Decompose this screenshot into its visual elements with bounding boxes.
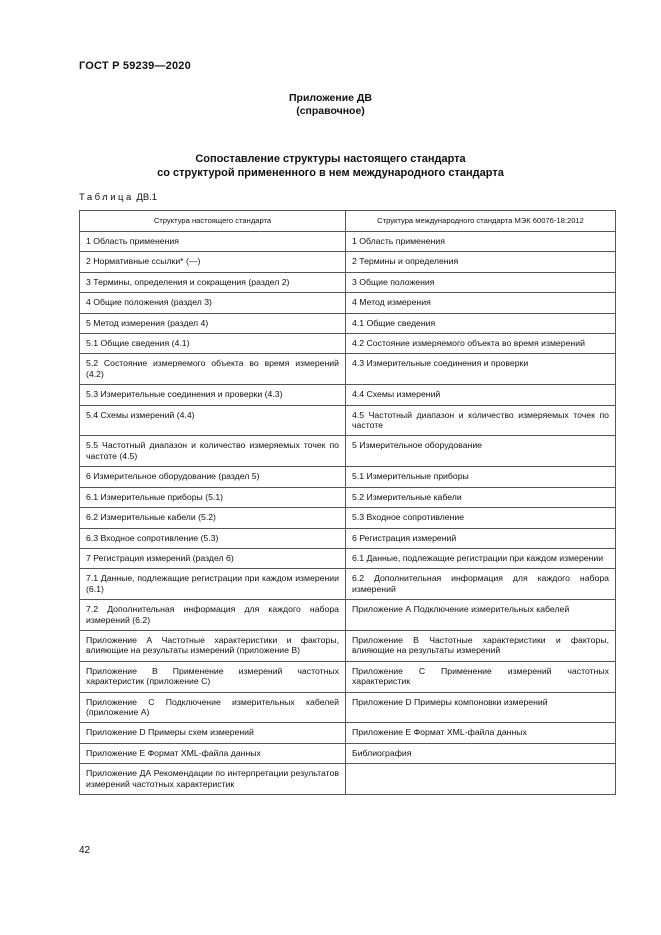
document-title-line-1: Сопоставление структуры настоящего стандарта xyxy=(195,153,466,165)
cell-international-standard: 4.2 Состояние измеряемого объекта во время измерений xyxy=(346,334,616,354)
cell-this-standard: 7.2 Дополнительная информация для каждого набора измерений (6.2) xyxy=(80,600,346,631)
cell-international-standard: Приложение С Применение измерений частотных характеристик xyxy=(346,661,616,692)
cell-this-standard: 5.4 Схемы измерений (4.4) xyxy=(80,405,346,436)
appendix-heading xyxy=(0,92,661,118)
cell-this-standard: 5 Метод измерения (раздел 4) xyxy=(80,313,346,333)
document-title xyxy=(0,153,661,180)
appendix-title: Приложение ДВ xyxy=(289,92,372,104)
cell-international-standard: 4 Метод измерения xyxy=(346,293,616,313)
table-row xyxy=(80,436,616,467)
table-row xyxy=(80,508,616,528)
cell-international-standard: 5.3 Входное сопротивление xyxy=(346,508,616,528)
cell-this-standard: Приложение В Применение измерений частотных характеристик (приложение С) xyxy=(80,661,346,692)
table-row xyxy=(80,569,616,600)
cell-international-standard: 4.1 Общие сведения xyxy=(346,313,616,333)
table-caption-word: Таблица xyxy=(79,192,134,203)
cell-this-standard: Приложение D Примеры схем измерений xyxy=(80,723,346,743)
table-row xyxy=(80,232,616,252)
cell-this-standard: Приложение Е Формат XML-файла данных xyxy=(80,743,346,763)
table-row xyxy=(80,630,616,661)
cell-this-standard: 5.3 Измерительные соединения и проверки (4.3) xyxy=(80,385,346,405)
table-row xyxy=(80,723,616,743)
column-header-international-standard: Структура международного стандарта МЭК 60076-18:2012 xyxy=(346,211,616,232)
table-row xyxy=(80,354,616,385)
cell-this-standard: 6 Измерительное оборудование (раздел 5) xyxy=(80,467,346,487)
table-row xyxy=(80,661,616,692)
cell-international-standard: 4.5 Частотный диапазон и количество измеряемых точек по частоте xyxy=(346,405,616,436)
table-caption xyxy=(79,192,157,203)
cell-international-standard: Приложение D Примеры компоновки измерений xyxy=(346,692,616,723)
cell-this-standard: 4 Общие положения (раздел 3) xyxy=(80,293,346,313)
cell-this-standard: 5.2 Состояние измеряемого объекта во время измерений (4.2) xyxy=(80,354,346,385)
cell-this-standard: Приложение А Частотные характеристики и факторы, влияющие на результаты измерений (приложение В) xyxy=(80,630,346,661)
cell-international-standard: 3 Общие положения xyxy=(346,272,616,292)
comparison-table xyxy=(79,210,616,795)
page-number: 42 xyxy=(79,845,91,856)
table-row xyxy=(80,692,616,723)
table-row xyxy=(80,385,616,405)
cell-this-standard: 6.2 Измерительные кабели (5.2) xyxy=(80,508,346,528)
table-header-row xyxy=(80,211,616,232)
table-row xyxy=(80,334,616,354)
table-row xyxy=(80,528,616,548)
cell-international-standard: 4.4 Схемы измерений xyxy=(346,385,616,405)
cell-international-standard: 5.1 Измерительные приборы xyxy=(346,467,616,487)
table-caption-number: ДВ.1 xyxy=(136,192,158,203)
cell-this-standard: 3 Термины, определения и сокращения (раздел 2) xyxy=(80,272,346,292)
cell-this-standard: 5.5 Частотный диапазон и количество измеряемых точек по частоте (4.5) xyxy=(80,436,346,467)
cell-this-standard: 7.1 Данные, подлежащие регистрации при каждом измерении (6.1) xyxy=(80,569,346,600)
table-row xyxy=(80,764,616,795)
table-row xyxy=(80,272,616,292)
cell-this-standard: Приложение ДА Рекомендации по интерпретации результатов измерений частотных характеристик xyxy=(80,764,346,795)
cell-international-standard: 1 Область применения xyxy=(346,232,616,252)
cell-this-standard: 5.1 Общие сведения (4.1) xyxy=(80,334,346,354)
cell-international-standard: 2 Термины и определения xyxy=(346,252,616,272)
cell-this-standard: 2 Нормативные ссылки* (—) xyxy=(80,252,346,272)
cell-international-standard: 6.2 Дополнительная информация для каждого набора измерений xyxy=(346,569,616,600)
table-row xyxy=(80,405,616,436)
cell-international-standard: Приложение В Частотные характеристики и факторы, влияющие на результаты измерений xyxy=(346,630,616,661)
table-row xyxy=(80,467,616,487)
cell-international-standard: 5.2 Измерительные кабели xyxy=(346,487,616,507)
cell-international-standard: Приложение А Подключение измерительных кабелей xyxy=(346,600,616,631)
table-row xyxy=(80,252,616,272)
table-row xyxy=(80,313,616,333)
cell-international-standard: 6.1 Данные, подлежащие регистрации при каждом измерении xyxy=(346,548,616,568)
table-row xyxy=(80,743,616,763)
cell-this-standard: Приложение С Подключение измерительных кабелей (приложение А) xyxy=(80,692,346,723)
cell-this-standard: 1 Область применения xyxy=(80,232,346,252)
table-row xyxy=(80,293,616,313)
table-row xyxy=(80,487,616,507)
cell-international-standard: 6 Регистрация измерений xyxy=(346,528,616,548)
page-header-standard-id: ГОСТ Р 59239—2020 xyxy=(79,60,191,72)
cell-international-standard: 5 Измерительное оборудование xyxy=(346,436,616,467)
cell-this-standard: 7 Регистрация измерений (раздел 6) xyxy=(80,548,346,568)
cell-international-standard xyxy=(346,764,616,795)
table-body xyxy=(80,232,616,795)
cell-international-standard: Библиография xyxy=(346,743,616,763)
table-row xyxy=(80,600,616,631)
cell-international-standard: Приложение Е Формат XML-файла данных xyxy=(346,723,616,743)
column-header-this-standard: Структура настоящего стандарта xyxy=(80,211,346,232)
table-row xyxy=(80,548,616,568)
cell-international-standard: 4.3 Измерительные соединения и проверки xyxy=(346,354,616,385)
cell-this-standard: 6.3 Входное сопротивление (5.3) xyxy=(80,528,346,548)
appendix-subtitle: (справочное) xyxy=(296,105,365,117)
document-title-line-2: со структурой примененного в нем международного стандарта xyxy=(157,166,504,179)
cell-this-standard: 6.1 Измерительные приборы (5.1) xyxy=(80,487,346,507)
